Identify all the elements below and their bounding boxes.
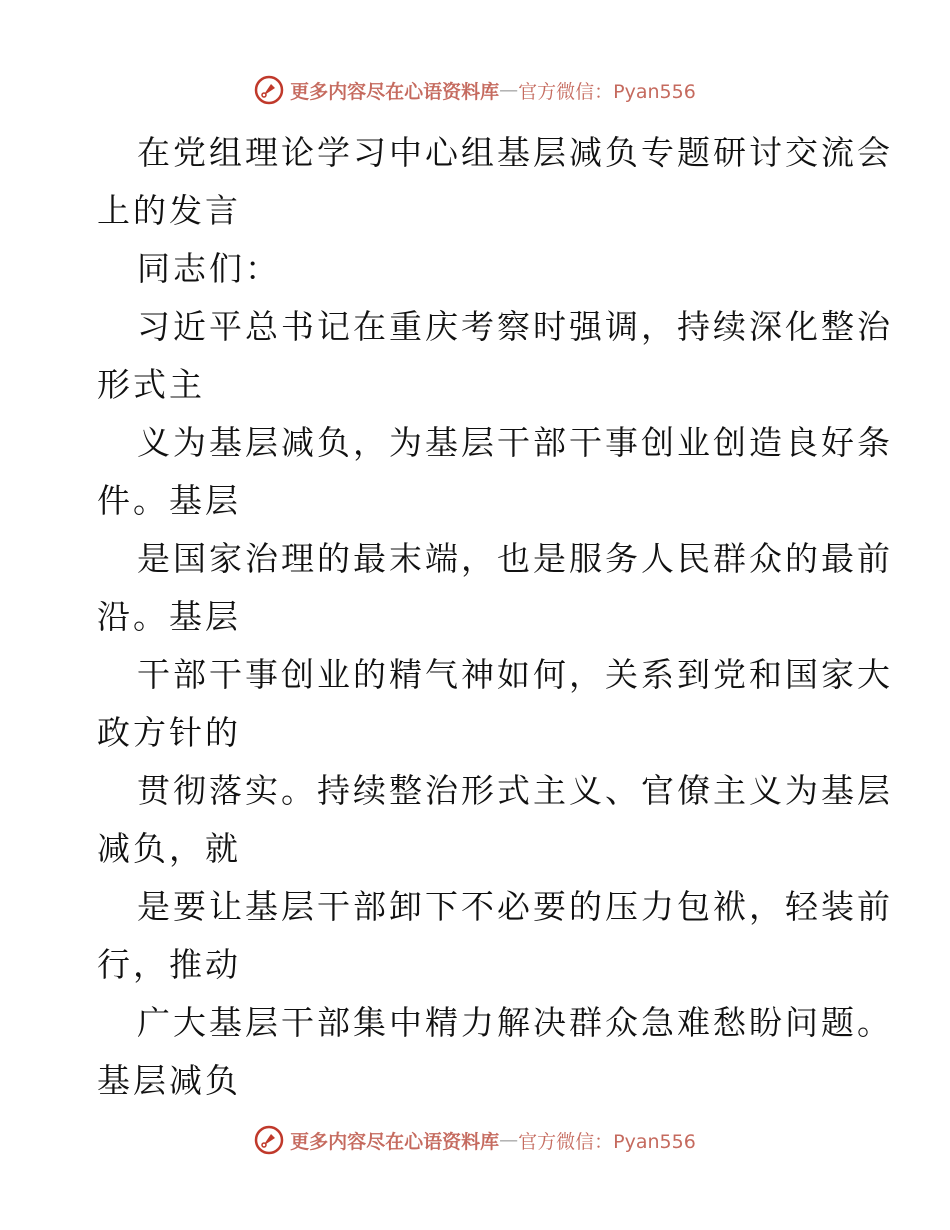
paragraph-line: 行，推动 bbox=[97, 945, 241, 984]
document-title-line-2: 上的发言 bbox=[97, 191, 241, 230]
watermark-wechat-text: 官方微信：Pyan556 bbox=[518, 1130, 696, 1153]
paragraph-line: 件。基层 bbox=[97, 481, 241, 520]
watermark-separator: — bbox=[499, 1129, 519, 1151]
watermark-main-text: 更多内容尽在心语资料库 bbox=[290, 1130, 500, 1153]
watermark-main-text: 更多内容尽在心语资料库 bbox=[290, 80, 500, 103]
document-body bbox=[97, 124, 893, 1110]
paragraph-line: 干部干事创业的精气神如何，关系到党和国家大 bbox=[137, 655, 893, 694]
paragraph-line: 贯彻落实。持续整治形式主义、官僚主义为基层 bbox=[137, 771, 893, 810]
watermark-separator: — bbox=[499, 79, 519, 101]
footer-watermark bbox=[0, 1120, 950, 1160]
paragraph-line: 义为基层减负，为基层干部干事创业创造良好条 bbox=[137, 423, 893, 462]
paragraph-line: 政方针的 bbox=[97, 713, 241, 752]
paragraph-line: 形式主 bbox=[97, 365, 205, 404]
pen-nib-circle-icon bbox=[254, 1125, 284, 1155]
paragraph-line: 基层减负 bbox=[97, 1061, 241, 1100]
watermark-wechat-text: 官方微信：Pyan556 bbox=[518, 80, 696, 103]
paragraph-line: 沿。基层 bbox=[97, 597, 241, 636]
paragraph-line: 减负，就 bbox=[97, 829, 241, 868]
paragraph-line: 是要让基层干部卸下不必要的压力包袱，轻装前 bbox=[137, 887, 893, 926]
paragraph-line: 广大基层干部集中精力解决群众急难愁盼问题。 bbox=[137, 1003, 893, 1042]
paragraph-line: 习近平总书记在重庆考察时强调，持续深化整治 bbox=[137, 307, 893, 346]
header-watermark bbox=[0, 70, 950, 110]
paragraph-line: 是国家治理的最末端，也是服务人民群众的最前 bbox=[137, 539, 893, 578]
document-title-line-1: 在党组理论学习中心组基层减负专题研讨交流会 bbox=[137, 133, 893, 172]
salutation: 同志们： bbox=[137, 249, 281, 288]
pen-nib-circle-icon bbox=[254, 75, 284, 105]
